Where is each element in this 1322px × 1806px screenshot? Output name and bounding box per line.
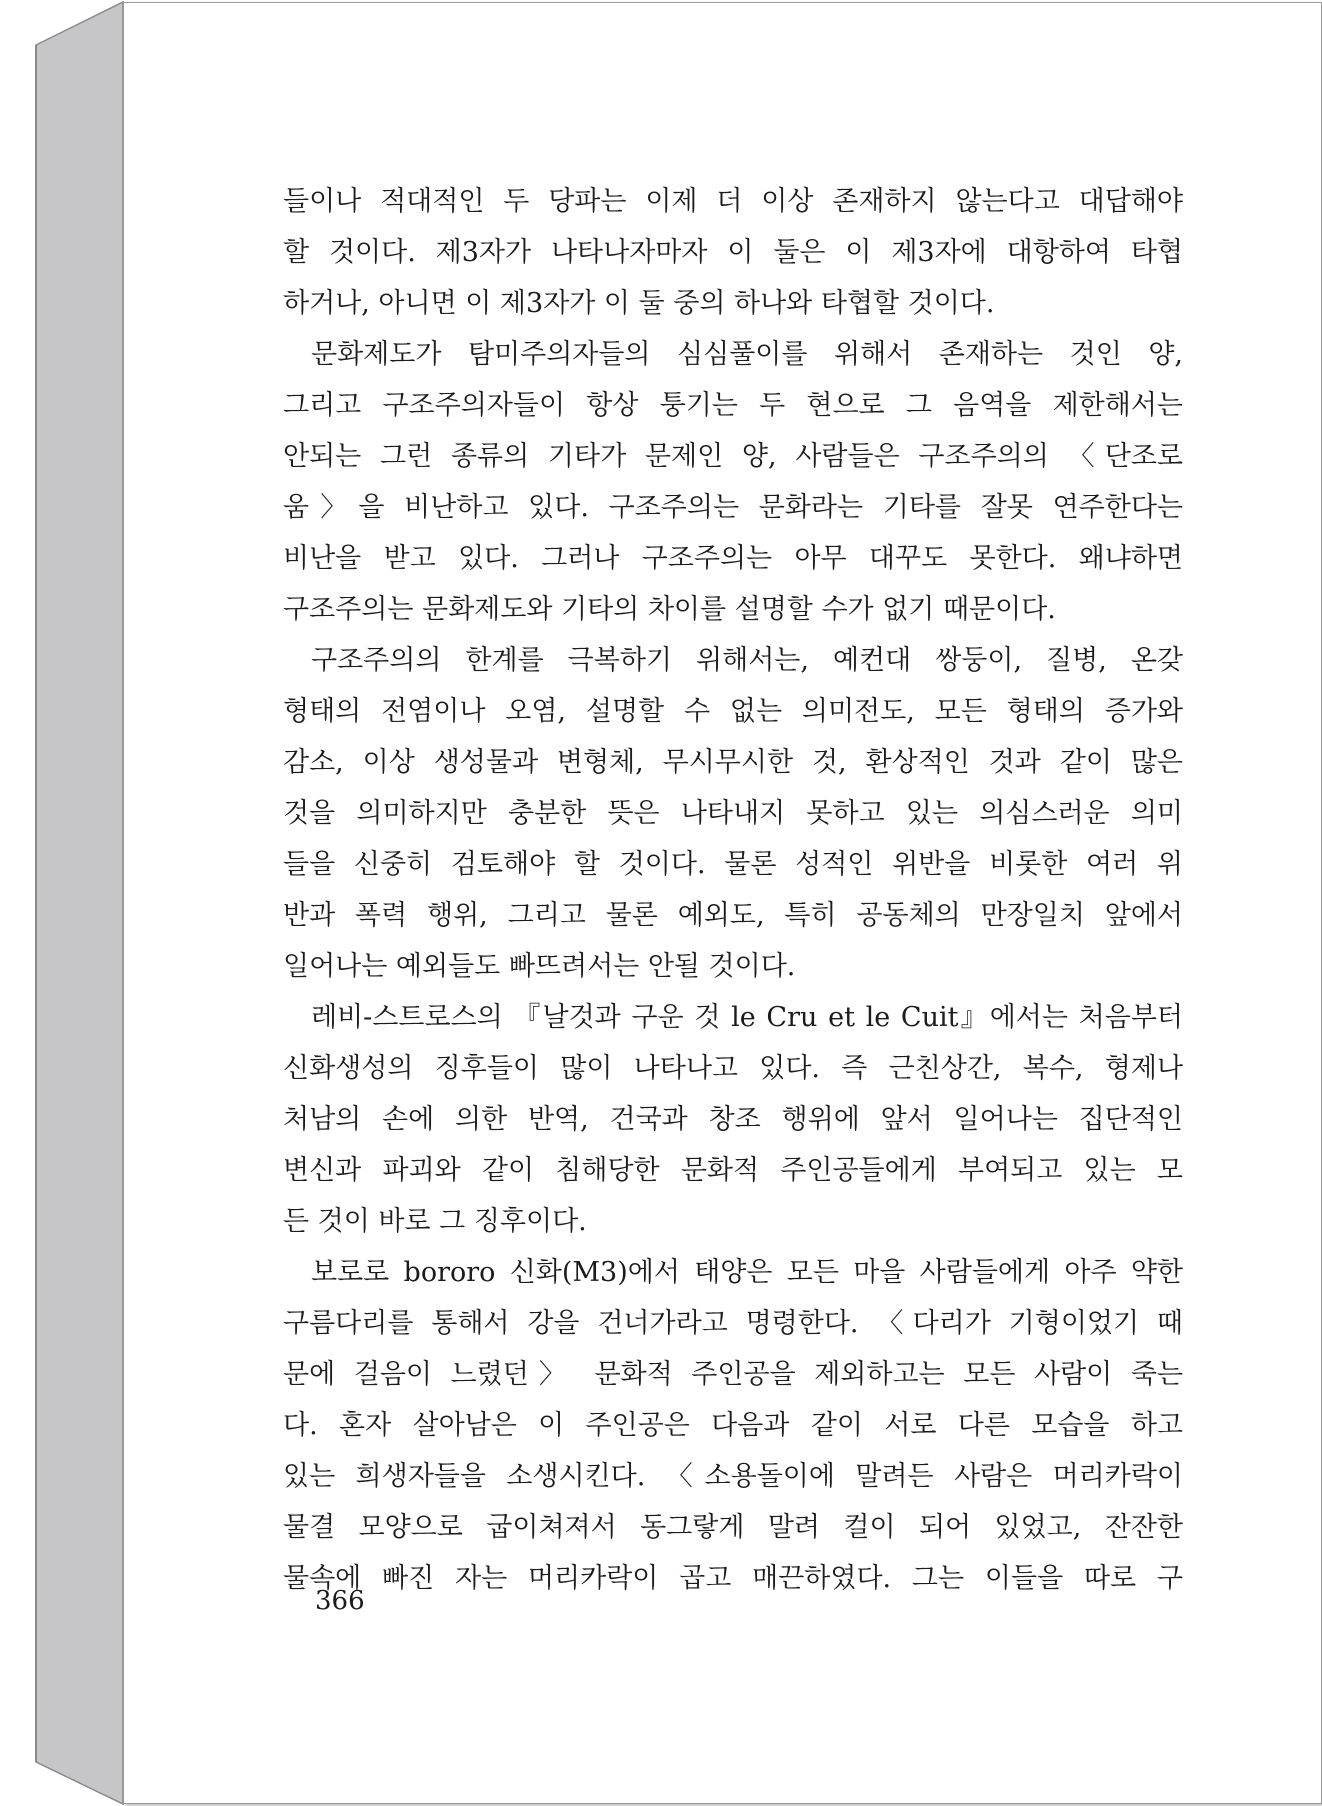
text-line: 있는 희생자들을 소생시킨다. 〈소용돌이에 말려든 사람은 머리카락이 (283, 1461, 1183, 1492)
text-line: 신화생성의 징후들이 많이 나타나고 있다. 즉 근친상간, 복수, 형제나 (283, 1053, 1183, 1084)
text-line: 문에 걸음이 느렸던〉 문화적 주인공을 제외하고는 모든 사람이 죽는 (283, 1359, 1183, 1390)
text-line: 비난을 받고 있다. 그러나 구조주의는 아무 대꾸도 못한다. 왜냐하면 (283, 543, 1183, 574)
text-line: 든 것이 바로 그 징후이다. (283, 1206, 587, 1237)
text-line: 반과 폭력 행위, 그리고 물론 예외도, 특히 공동체의 만장일치 앞에서 (283, 900, 1183, 931)
text-line: 할 것이다. 제3자가 나타나자마자 이 둘은 이 제3자에 대항하여 타협 (283, 237, 1183, 268)
text-line: 레비-스트로스의 『날것과 구운 것 le Cru et le Cuit』에서는 처음부터 (311, 1002, 1183, 1033)
text-line: 문화제도가 탐미주의자들의 심심풀이를 위해서 존재하는 것인 양, (311, 339, 1183, 370)
page-number: 366 (315, 1586, 365, 1616)
text-line: 다. 혼자 살아남은 이 주인공은 다음과 같이 서로 다른 모습을 하고 (283, 1410, 1183, 1441)
text-line: 구조주의의 한계를 극복하기 위해서는, 예컨대 쌍둥이, 질병, 온갖 (311, 645, 1183, 676)
text-line: 형태의 전염이나 오염, 설명할 수 없는 의미전도, 모든 형태의 증가와 (283, 696, 1183, 727)
text-line: 감소, 이상 생성물과 변형체, 무시무시한 것, 환상적인 것과 같이 많은 (283, 747, 1183, 778)
text-line: 물결 모양으로 굽이쳐져서 동그랗게 말려 컬이 되어 있었고, 잔잔한 (283, 1512, 1183, 1543)
page-body-text (283, 176, 1183, 1604)
text-line: 하거나, 아니면 이 제3자가 이 둘 중의 하나와 타협할 것이다. (283, 288, 995, 319)
text-line: 것을 의미하지만 충분한 뜻은 나타내지 못하고 있는 의심스러운 의미 (283, 798, 1183, 829)
text-line: 안되는 그런 종류의 기타가 문제인 양, 사람들은 구조주의의 〈단조로 (283, 441, 1183, 472)
text-line: 구름다리를 통해서 강을 건너가라고 명령한다. 〈다리가 기형이었기 때 (283, 1308, 1183, 1339)
text-line: 들이나 적대적인 두 당파는 이제 더 이상 존재하지 않는다고 대답해야 (283, 186, 1183, 217)
text-line: 변신과 파괴와 같이 침해당한 문화적 주인공들에게 부여되고 있는 모 (283, 1155, 1183, 1186)
text-line: 들을 신중히 검토해야 할 것이다. 물론 성적인 위반을 비롯한 여러 위 (283, 849, 1183, 880)
text-line: 일어나는 예외들도 빠뜨려서는 안될 것이다. (283, 951, 796, 982)
text-line: 물속에 빠진 자는 머리카락이 곱고 매끈하였다. 그는 이들을 따로 구 (283, 1563, 1183, 1594)
text-line: 그리고 구조주의자들이 항상 퉁기는 두 현으로 그 음역을 제한해서는 (283, 390, 1183, 421)
text-line: 움〉을 비난하고 있다. 구조주의는 문화라는 기타를 잘못 연주한다는 (283, 492, 1183, 523)
text-line: 처남의 손에 의한 반역, 건국과 창조 행위에 앞서 일어나는 집단적인 (283, 1104, 1183, 1135)
text-line: 보로로 bororo 신화(M3)에서 태양은 모든 마을 사람들에게 아주 약한 (311, 1257, 1183, 1288)
text-line: 구조주의는 문화제도와 기타의 차이를 설명할 수가 없기 때문이다. (283, 594, 1056, 625)
